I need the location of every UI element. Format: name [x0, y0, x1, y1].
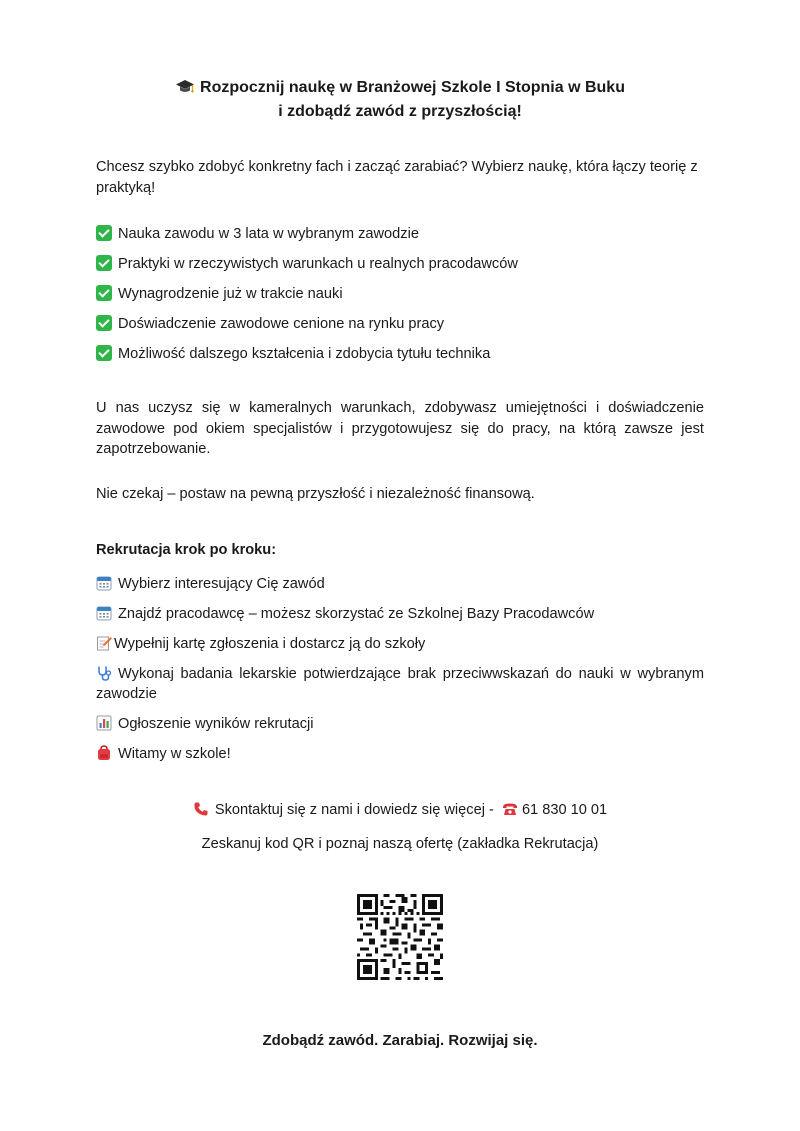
contact-text: Skontaktuj się z nami i dowiedz się więcej -: [214, 802, 494, 818]
intro-text: Chcesz szybko zdobyć konkretny fach i zacząć zarabiać? Wybierz naukę, która łączy teorię z praktyką!: [96, 159, 698, 196]
contact-line: [96, 800, 704, 820]
benefit-text: Wynagrodzenie już w trakcie nauki: [118, 286, 343, 302]
title-line-2: i zdobądź zawód z przyszłością!: [278, 103, 522, 120]
benefit-text: Praktyki w rzeczywistych warunkach u realnych pracodawców: [118, 256, 518, 272]
benefit-item: [96, 314, 704, 334]
slogan: Zdobądź zawód. Zarabiaj. Rozwijaj się.: [262, 1032, 538, 1049]
check-mark-icon: [96, 315, 112, 331]
check-mark-icon: [96, 345, 112, 361]
recruitment-step: [96, 604, 704, 624]
calendar-icon: [96, 605, 112, 621]
recruitment-step: [96, 664, 704, 704]
step-text: Znajdź pracodawcę – możesz skorzystać ze Szkolnej Bazy Pracodawców: [118, 606, 595, 622]
step-text: Wykonaj badania lekarskie potwierdzające brak przeciwwskazań do nauki w wybranym zawodzie: [96, 666, 704, 702]
benefit-text: Nauka zawodu w 3 lata w wybranym zawodzie: [118, 226, 419, 242]
recruitment-heading: Rekrutacja krok po kroku:: [96, 542, 277, 558]
benefit-text: Możliwość dalszego kształcenia i zdobycia tytułu technika: [118, 346, 491, 362]
check-mark-icon: [96, 225, 112, 241]
bar-chart-icon: [96, 715, 112, 731]
call-to-action-text: Nie czekaj – postaw na pewną przyszłość i niezależność finansową.: [96, 486, 535, 502]
step-text: Wybierz interesujący Cię zawód: [118, 576, 325, 592]
flyer-page: [96, 0, 704, 1131]
recruitment-step: [96, 574, 704, 594]
check-mark-icon: [96, 255, 112, 271]
step-text: Wypełnij kartę zgłoszenia i dostarcz ją do szkoły: [114, 636, 426, 652]
title-text-1: Rozpocznij naukę w Branżowej Szkole I Stopnia w Buku: [200, 79, 625, 96]
page-title: [96, 76, 704, 124]
benefit-item: [96, 284, 704, 304]
benefit-item: [96, 344, 704, 364]
qr-code-icon[interactable]: [357, 894, 443, 980]
step-text: Ogłoszenie wyników rekrutacji: [118, 716, 314, 732]
graduation-cap-icon: [175, 79, 195, 95]
recruitment-step: [96, 634, 704, 654]
check-mark-icon: [96, 285, 112, 301]
calendar-icon: [96, 575, 112, 591]
recruitment-step: [96, 714, 704, 734]
step-text: Witamy w szkole!: [118, 746, 231, 762]
recruitment-step: [96, 744, 704, 764]
phone-receiver-icon: [193, 801, 209, 817]
school-bag-icon: [96, 745, 112, 761]
memo-icon: [96, 635, 112, 651]
benefit-item: [96, 224, 704, 244]
phone-number[interactable]: 61 830 10 01: [521, 802, 608, 818]
stethoscope-icon: [96, 665, 112, 681]
title-line-1: [96, 76, 704, 100]
benefit-item: [96, 254, 704, 274]
telephone-icon: [502, 801, 518, 817]
about-text: U nas uczysz się w kameralnych warunkach, zdobywasz umiejętności i doświadczenie zawodowe pod okiem specjalistów i przygotowujesz się do pracy, na którą zawsze jest zapotrzebowanie.: [96, 400, 704, 457]
benefit-text: Doświadczenie zawodowe cenione na rynku pracy: [118, 316, 445, 332]
qr-caption: Zeskanuj kod QR i poznaj naszą ofertę (zakładka Rekrutacja): [201, 836, 599, 852]
